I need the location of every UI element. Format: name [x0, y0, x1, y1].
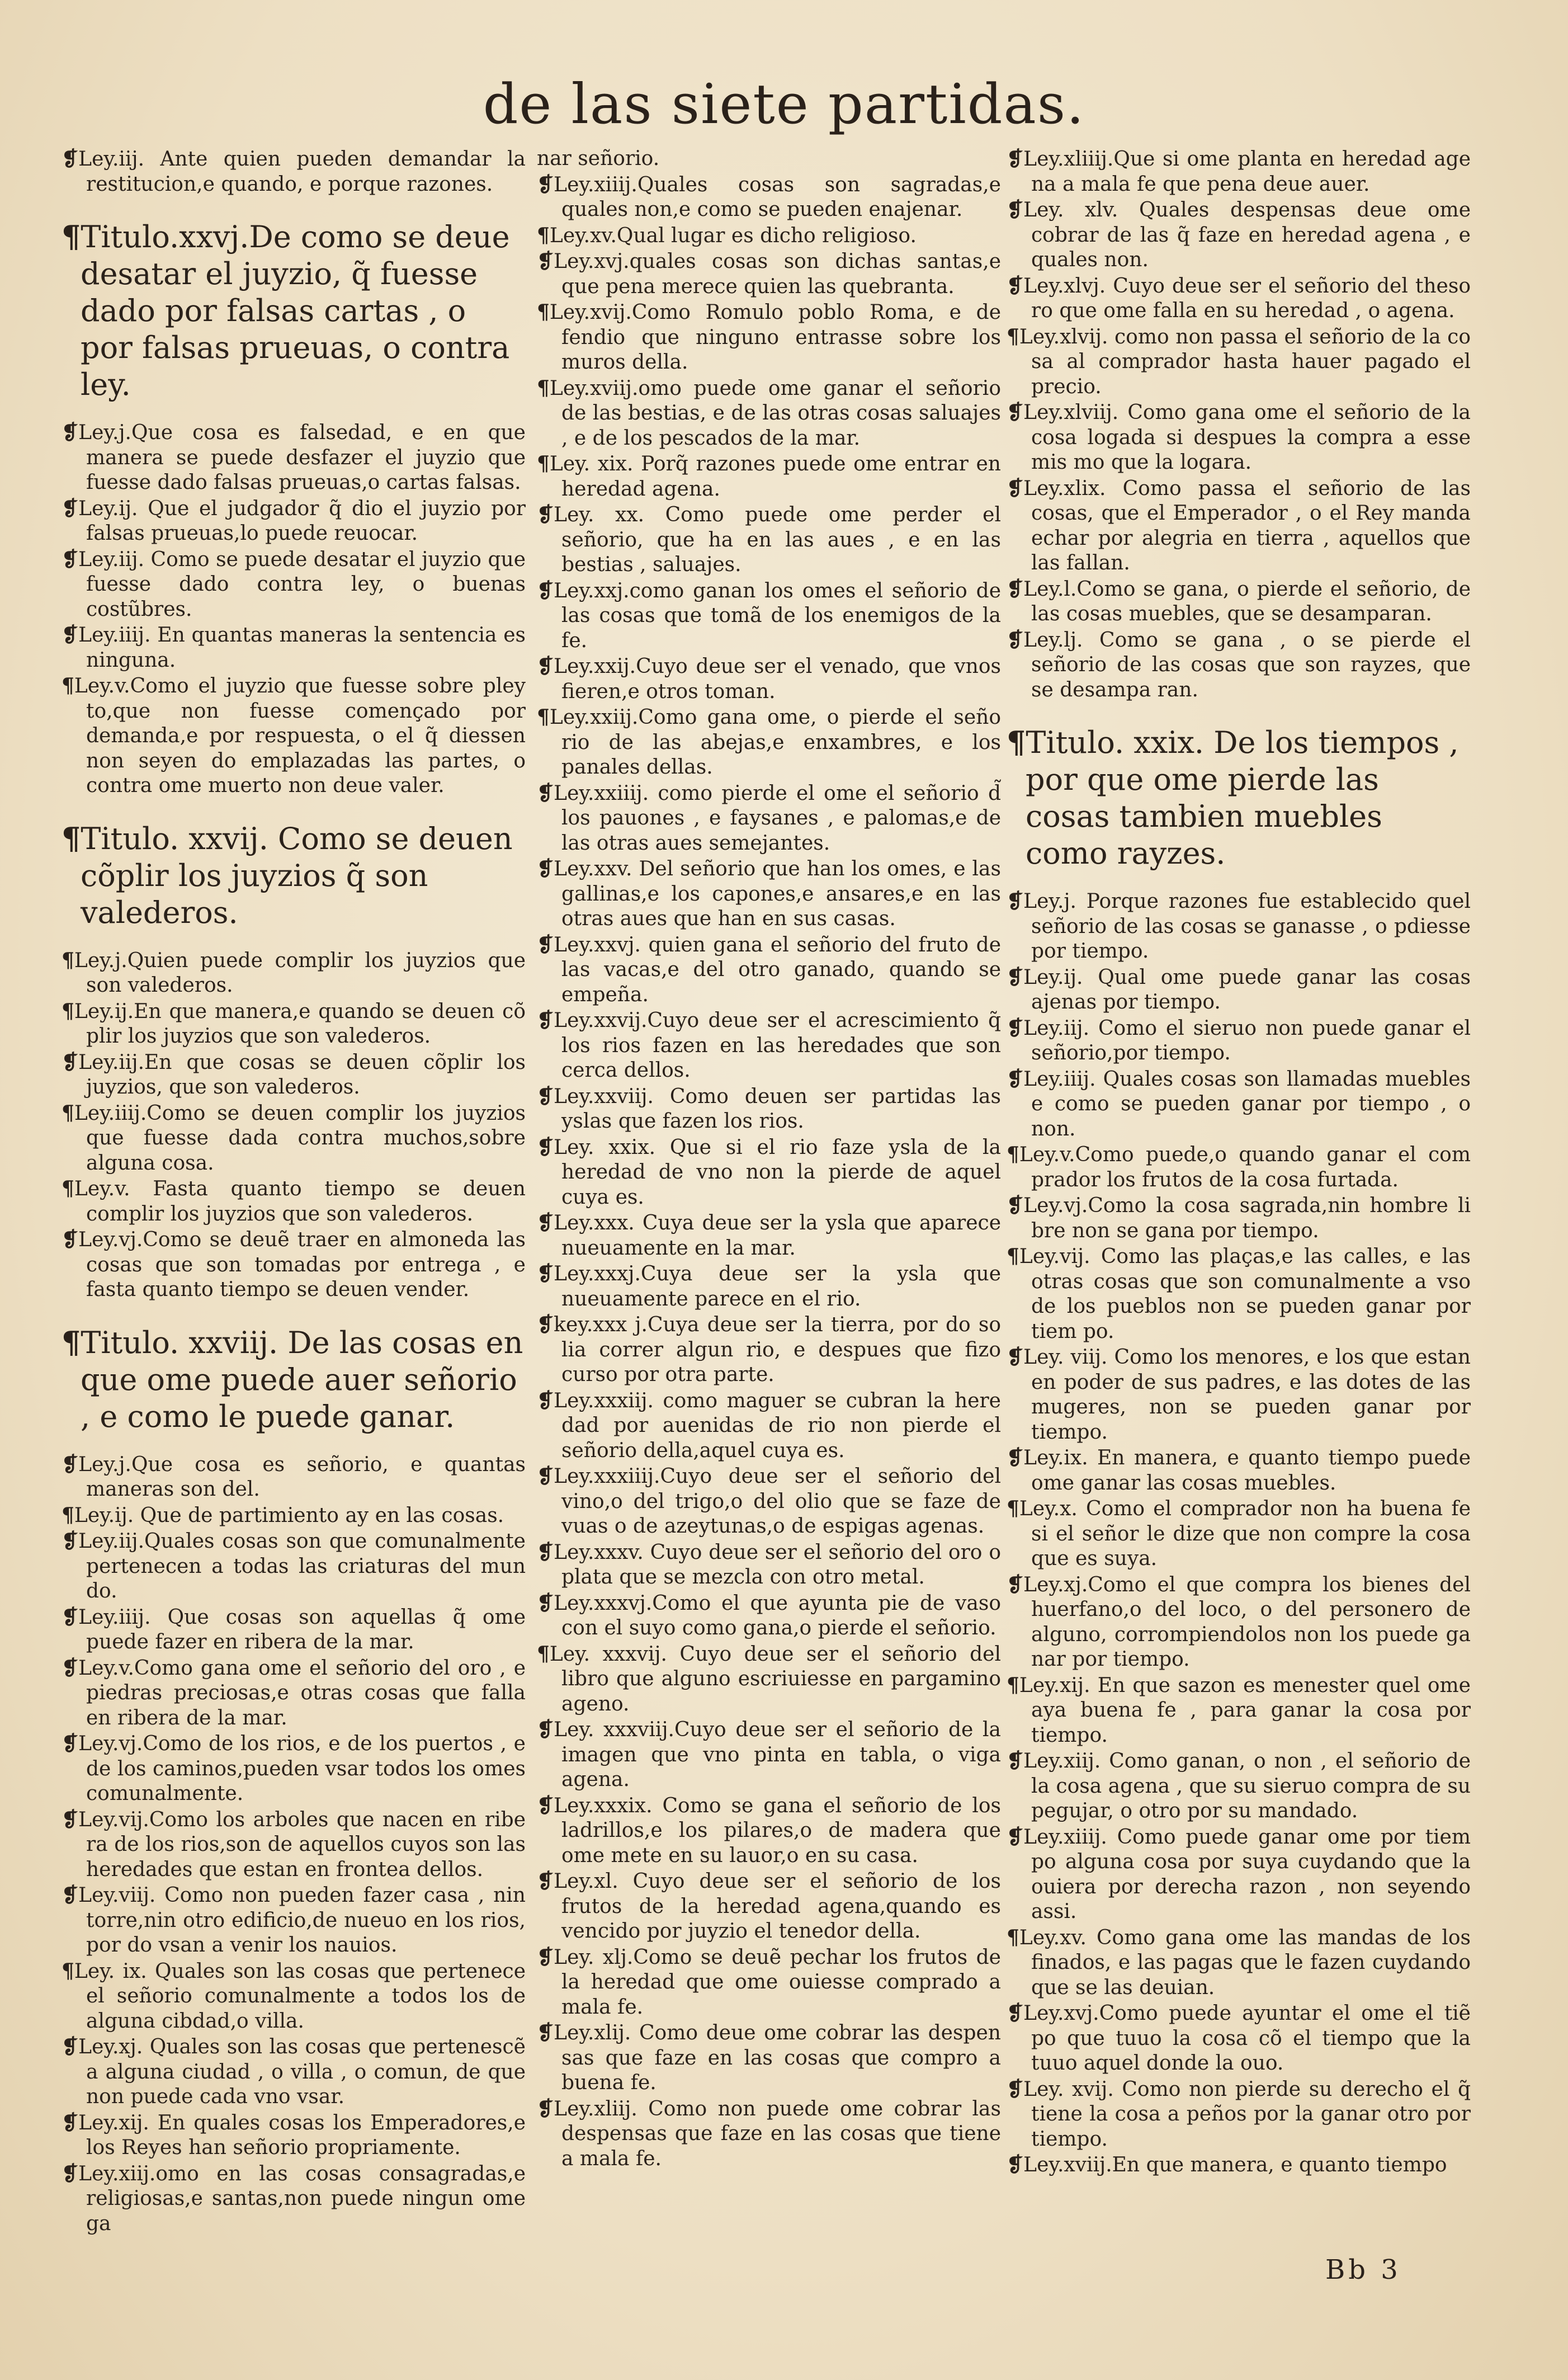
index-entry: [1007, 577, 1471, 627]
entry-text: Ley.xij. En quales cosas los Emperadores,e los Reyes han señorio propriamente.: [78, 2111, 526, 2159]
entry-text: Ley.iiij.Como se deuen complir los juyzios que fuesse dada contra muchos,sobre alguna cosa.: [74, 1101, 526, 1175]
index-entry: [62, 1959, 526, 2034]
entry-text: Ley.xvj.quales cosas son dichas santas,e que pena merece quien las quebranta.: [554, 250, 1001, 298]
pilcrow-mark: ❡: [537, 1211, 554, 1234]
entry-text: Ley. xix. Porq̃ razones puede ome entrar en heredad agena.: [549, 453, 1001, 501]
entry-text: Ley.xij. En que sazon es menester quel ome aya buena fe , para ganar la cosa por tiempo.: [1019, 1674, 1471, 1747]
entry-text: Ley.iij.Quales cosas son que comunalmente pertenecen a todas las criaturas del mun do.: [78, 1530, 526, 1603]
entry-text: Ley.xlvij. como non passa el señorio de la co sa al comprador hasta hauer pagado el precio.: [1019, 325, 1471, 398]
index-entry: [1007, 965, 1471, 1015]
index-entry: [537, 654, 1001, 704]
pilcrow-mark: ¶: [62, 1324, 81, 1360]
index-entry: [537, 1008, 1001, 1083]
pilcrow-mark: ❡: [537, 1718, 554, 1741]
entry-text: Ley.iiij. Que cosas son aquellas q̃ ome puede fazer en ribera de la mar.: [78, 1605, 526, 1653]
entry-text: Ley.j.Que cosa es falsedad, e en que manera se puede desfazer el juyzio que fuesse dado falsas prueuas,o cartas falsas.: [78, 421, 526, 494]
entry-text: Ley.vij.Como los arboles que nacen en ribe ra de los rios,son de aquellos cuyos son las heredades que estan en frontea dellos.: [78, 1808, 526, 1881]
index-entry: [62, 1529, 526, 1604]
index-entry: [537, 172, 1001, 223]
index-entry: [1007, 2001, 1471, 2076]
entry-text: Ley.xxiij.Como gana ome, o pierde el seño rio de las abejas,e enxambres, e los panales dellas.: [549, 706, 1001, 779]
entry-text: Ley.iij. Como se puede desatar el juyzio que fuesse dado contra ley, o buenas costũbres.: [78, 548, 526, 621]
entry-text: Ley.ix. En manera, e quanto tiempo puede ome ganar las cosas muebles.: [1023, 1446, 1471, 1495]
entry-text: Ley.xiij. Como ganan, o non , el señorio de la cosa agena , que su sieruo compra de su pegujar, o otro por su mandado.: [1023, 1750, 1471, 1822]
index-entry: [537, 2096, 1001, 2172]
entry-text: Ley.lj. Como se gana , o se pierde el señorio de las cosas que son rayzes, que se desampa ran.: [1023, 628, 1471, 701]
pilcrow-mark: ❡: [62, 1050, 79, 1074]
entry-text: Ley.xxxv. Cuyo deue ser el señorio del oro o plata que se mezcla con otro metal.: [554, 1540, 1001, 1589]
running-title: de las siete partidas.: [483, 73, 1085, 136]
pilcrow-mark: ❡: [1007, 400, 1024, 424]
pilcrow-mark: ¶: [1007, 1925, 1019, 1949]
entry-text: nar señorio.: [537, 147, 660, 170]
entry-text: Ley.xxij.Cuyo deue ser el venado, que vnos fieren,e otros toman.: [554, 655, 1001, 703]
entry-text: Ley.xv.Qual lugar es dicho religioso.: [549, 224, 917, 247]
section-title: [62, 820, 526, 931]
column-3: [1007, 147, 1471, 2179]
entry-text: Ley. xxxvij. Cuyo deue ser el señorio del libro que alguno escriuiesse en pargamino ageno.: [549, 1642, 1001, 1716]
pilcrow-mark: ❡: [1007, 2153, 1024, 2176]
entry-text: Ley.vij. Como las plaças,e las calles, e las otras cosas que son comunalmente a vso de los pueblos non se pueden ganar por tiem po.: [1019, 1245, 1471, 1343]
pilcrow-mark: ¶: [537, 1642, 550, 1666]
index-entry: [62, 1807, 526, 1883]
index-entry: [537, 1869, 1001, 1944]
index-entry: [62, 1503, 526, 1529]
entry-text: Ley.xxiiij. como pierde el ome el señorio d̃ los pauones , e faysanes , e palomas,e de las otras aues semejantes.: [554, 781, 1001, 855]
pilcrow-mark: ❡: [62, 2161, 79, 2185]
pilcrow-mark: ¶: [537, 223, 550, 247]
index-entry: [62, 673, 526, 799]
entry-text: Ley.v.Como puede,o quando ganar el com prador los frutos de la cosa furtada.: [1019, 1143, 1471, 1191]
pilcrow-mark: ❡: [537, 1591, 554, 1615]
pilcrow-mark: ❡: [537, 249, 554, 273]
pilcrow-mark: ❡: [62, 2110, 79, 2134]
pilcrow-mark: ¶: [1007, 1143, 1019, 1166]
index-entry: [62, 1605, 526, 1655]
index-entry: [1007, 2077, 1471, 2152]
section-title: [1007, 724, 1471, 872]
pilcrow-mark: ¶: [1007, 1245, 1019, 1268]
index-entry: [537, 300, 1001, 375]
pilcrow-mark: ❡: [537, 654, 554, 678]
entry-text: Ley.xvj.Como puede ayuntar el ome el tiẽ po que tuuo la cosa cõ el tiempo que la tuuo aquel donde la ouo.: [1023, 2002, 1471, 2075]
entry-text: Ley.iij. Como el sieruo non puede ganar el señorio,por tiempo.: [1023, 1016, 1471, 1064]
pilcrow-mark: ❡: [537, 1793, 554, 1817]
section-title-text: Titulo. xxvij. Como se deuen cõplir los juyzios q̃ son valederos.: [81, 821, 513, 930]
index-entry: [1007, 1925, 1471, 2001]
index-entry: [1007, 1673, 1471, 1749]
index-entry: [1007, 147, 1471, 197]
index-entry: [537, 781, 1001, 856]
entry-text: Ley.xxvj. quien gana el señorio del fruto de las vacas,e del otro ganado, quando se empeña.: [554, 933, 1001, 1006]
index-entry: [537, 578, 1001, 654]
section-title: [62, 1324, 526, 1435]
index-entry: [537, 1540, 1001, 1590]
entry-text: Ley.xliiij.Que si ome planta en heredad age na a mala fe que pena deue auer.: [1023, 148, 1471, 196]
pilcrow-mark: ¶: [62, 674, 74, 697]
pilcrow-mark: ❡: [62, 1452, 79, 1476]
pilcrow-mark: ¶: [1007, 324, 1019, 348]
entry-text: Ley.xxviij. Como deuen ser partidas las yslas que fazen los rios.: [554, 1085, 1001, 1133]
pilcrow-mark: ❡: [62, 1732, 79, 1755]
index-entry: [1007, 1067, 1471, 1142]
pilcrow-mark: ❡: [537, 1464, 554, 1488]
index-entry: [1007, 400, 1471, 475]
section-title: [62, 218, 526, 403]
pilcrow-mark: ❡: [537, 578, 554, 602]
pilcrow-mark: ¶: [62, 820, 81, 856]
pilcrow-mark: ❡: [537, 1008, 554, 1032]
entry-text: Ley.xxxiij. como maguer se cubran la here dad por auenidas de rio non pierde el señorio della,aquel cuya es.: [554, 1389, 1001, 1462]
pilcrow-mark: ¶: [537, 376, 550, 400]
pilcrow-mark: ❡: [537, 1945, 554, 1969]
index-entry: [537, 376, 1001, 451]
entry-text: Ley.xxxix. Como se gana el señorio de los ladrillos,e los pilares,o de madera que ome mete en su lauor,o en su casa.: [554, 1794, 1001, 1867]
pilcrow-mark: ❡: [537, 932, 554, 956]
section-title-text: Titulo.xxvj.De como se deue desatar el juyzio, q̃ fuesse dado por falsas cartas , o por falsas prueuas, o contra ley.: [81, 219, 510, 402]
index-entry: [62, 1731, 526, 1807]
entry-text: key.xxx j.Cuya deue ser la tierra, por do so lia correr algun rio, e despues que fizo curso por otra parte.: [554, 1313, 1001, 1386]
index-entry: [1007, 476, 1471, 576]
index-entry: [537, 1261, 1001, 1312]
pilcrow-mark: ❡: [62, 623, 79, 647]
entry-text: Ley.xlvj. Cuyo deue ser el señorio del theso ro que ome falla en su heredad , o agena.: [1023, 274, 1471, 322]
pilcrow-mark: ❡: [537, 1869, 554, 1893]
pilcrow-mark: ❡: [1007, 1446, 1024, 1469]
index-entry: [537, 1717, 1001, 1793]
index-entry: [1007, 1193, 1471, 1243]
pilcrow-mark: ❡: [537, 503, 554, 526]
index-entry: [1007, 1496, 1471, 1572]
pilcrow-mark: ❡: [62, 547, 79, 571]
pilcrow-mark: ❡: [1007, 1825, 1024, 1849]
pilcrow-mark: ❡: [1007, 1194, 1024, 1217]
entry-text: Ley.xv. Como gana ome las mandas de los finados, e las pagas que le fazen cuydando que se las deuian.: [1019, 1926, 1471, 1999]
index-entry: [537, 1591, 1001, 1641]
pilcrow-mark: ❡: [1007, 198, 1024, 221]
index-entry: [1007, 1445, 1471, 1496]
pilcrow-mark: ❡: [537, 1313, 554, 1336]
entry-text: Ley. viij. Como los menores, e los que estan en poder de sus padres, e las dotes de las mugeres, non se pueden ganar por tiempo.: [1023, 1346, 1471, 1444]
entry-text: Ley.xxxj.Cuya deue ser la ysla que nueuamente parece en el rio.: [554, 1262, 1001, 1311]
index-entry: [62, 2161, 526, 2237]
index-entry: [1007, 1142, 1471, 1193]
index-entry: [62, 1883, 526, 1958]
entry-text: Ley.xvij.Como Romulo poblo Roma, e de fendio que ninguno entrasse sobre los muros della.: [549, 301, 1001, 374]
entry-text: Ley.l.Como se gana, o pierde el señorio, de las cosas muebles, que se desamparan.: [1023, 577, 1471, 625]
pilcrow-mark: ❡: [62, 1656, 79, 1680]
entry-text: Ley.iiij. En quantas maneras la sentencia es ninguna.: [78, 624, 526, 672]
entry-text: Ley. xvij. Como non pierde su derecho el q̃ tiene la cosa a peños por la ganar otro por tiempo.: [1023, 2077, 1471, 2151]
index-entry: [537, 2020, 1001, 2096]
pilcrow-mark: ❡: [1007, 965, 1024, 989]
pilcrow-mark: ¶: [537, 300, 550, 324]
entry-text: Ley.iij. Ante quien pueden demandar la restitucion,e quando, e porque razones.: [78, 148, 526, 196]
index-entry: [1007, 1572, 1471, 1672]
entry-text: Ley.xiiij.Quales cosas son sagradas,e quales non,e como se pueden enajenar.: [554, 173, 1001, 221]
pilcrow-mark: ❡: [537, 1540, 554, 1564]
index-entry: [62, 1656, 526, 1731]
index-entry: [62, 496, 526, 546]
index-entry: [62, 1452, 526, 1502]
index-entry: [537, 1945, 1001, 2020]
index-entry: [1007, 2152, 1471, 2178]
pilcrow-mark: ❡: [1007, 476, 1024, 500]
entry-text: Ley. xxxviij.Cuyo deue ser el señorio de la imagen que vno pinta en tabla, o viga agena.: [554, 1718, 1001, 1791]
pilcrow-mark: ¶: [62, 1503, 74, 1527]
index-entry: [62, 1050, 526, 1100]
index-entry: [1007, 1345, 1471, 1445]
index-entry: [537, 1642, 1001, 1717]
index-entry: [537, 1464, 1001, 1539]
pilcrow-mark: ❡: [62, 1883, 79, 1907]
pilcrow-mark: ❡: [537, 2021, 554, 2044]
section-title-text: Titulo. xxviij. De las cosas en que ome puede auer señorio , e como le puede ganar.: [81, 1325, 523, 1434]
pilcrow-mark: ❡: [1007, 2077, 1024, 2101]
pilcrow-mark: ❡: [1007, 2001, 1024, 2025]
entry-text: Ley.xl. Cuyo deue ser el señorio de los frutos de la heredad agena,quando es vencido por juyzio el tenedor della.: [554, 1870, 1001, 1943]
index-entry: [537, 705, 1001, 780]
pilcrow-mark: ❡: [62, 2035, 79, 2058]
entry-text: Ley.xlij. Como deue ome cobrar las despen sas que faze en las cosas que compro a buena fe.: [554, 2021, 1001, 2094]
pilcrow-mark: ¶: [537, 705, 550, 729]
index-entry: [62, 1227, 526, 1303]
entry-text: Ley.xxxiiij.Cuyo deue ser el señorio del vino,o del trigo,o del olio que se faze de vuas o de azeytunas,o de espigas agenas.: [554, 1465, 1001, 1538]
index-entry: [537, 147, 1001, 172]
entry-text: Ley.v. Fasta quanto tiempo se deuen complir los juyzios que son valederos.: [74, 1177, 526, 1226]
pilcrow-mark: ❡: [62, 147, 79, 171]
entry-text: Ley.v.Como gana ome el señorio del oro , e piedras preciosas,e otras cosas que falla en ribera de la mar.: [78, 1656, 526, 1729]
pilcrow-mark: ❡: [62, 1228, 79, 1251]
entry-text: Ley.ij.En que manera,e quando se deuen cõ plir los juyzios que son valederos.: [74, 1000, 526, 1048]
pilcrow-mark: ❡: [537, 781, 554, 805]
index-entry: [62, 1176, 526, 1227]
index-entry: [1007, 324, 1471, 400]
pilcrow-mark: ❡: [1007, 1572, 1024, 1596]
pilcrow-mark: ❡: [1007, 577, 1024, 601]
entry-text: Ley.viij. Como non pueden fazer casa , nin torre,nin otro edificio,de nueuo en los rios, por do vsan a venir los nauios.: [78, 1884, 526, 1957]
pilcrow-mark: ❡: [1007, 1749, 1024, 1773]
entry-text: Ley.iij.En que cosas se deuen cõplir los juyzios, que son valederos.: [78, 1050, 526, 1099]
pilcrow-mark: ¶: [1007, 1497, 1019, 1520]
entry-text: Ley.xxxvj.Como el que ayunta pie de vaso con el suyo como gana,o pierde el señorio.: [554, 1591, 1001, 1639]
entry-text: Ley.ij. Qual ome puede ganar las cosas ajenas por tiempo.: [1023, 965, 1471, 1014]
entry-text: Ley.xliij. Como non puede ome cobrar las despensas que faze en las cosas que tiene a mala fe.: [554, 2097, 1001, 2170]
entry-text: Ley.iiij. Quales cosas son llamadas muebles e como se pueden ganar por tiempo , o non.: [1023, 1067, 1471, 1140]
pilcrow-mark: ❡: [62, 496, 79, 520]
entry-text: Ley. ix. Quales son las cosas que pertenece el señorio comunalmente a todos los de alguna cibdad,o villa.: [74, 1959, 526, 2033]
index-entry: [537, 1312, 1001, 1388]
index-entry: [537, 1388, 1001, 1464]
entry-text: Ley.vj.Como la cosa sagrada,nin hombre li bre non se gana por tiempo.: [1023, 1194, 1471, 1242]
pilcrow-mark: ¶: [62, 1177, 74, 1200]
index-entry: [1007, 628, 1471, 703]
pilcrow-mark: ❡: [1007, 147, 1024, 171]
entry-text: Ley.xviij.omo puede ome ganar el señorio de las bestias, e de las otras cosas saluajes , e de los pescados de la mar.: [549, 376, 1001, 450]
entry-text: Ley.ij. Que el judgador q̃ dio el juyzio por falsas prueuas,lo puede reuocar.: [78, 497, 526, 545]
entry-text: Ley.v.Como el juyzio que fuesse sobre pley to,que non fuesse començado por demanda,e por respuesta, o el q̃ diessen non seyen do emplazadas las partes, o contra ome muerto non deue valer.: [74, 675, 526, 797]
entry-text: Ley. xxix. Que si el rio faze ysla de la heredad de vno non la pierde de aquel cuya es.: [554, 1135, 1001, 1209]
pilcrow-mark: ❡: [1007, 628, 1024, 652]
index-entry: [537, 1210, 1001, 1261]
index-entry: [62, 547, 526, 623]
index-entry: [62, 147, 526, 197]
index-entry: [537, 223, 1001, 249]
pilcrow-mark: ❡: [62, 1529, 79, 1553]
index-entry: [537, 856, 1001, 932]
index-entry: [537, 1135, 1001, 1210]
pilcrow-mark: ¶: [1007, 724, 1026, 760]
index-entry: [62, 2110, 526, 2161]
entry-text: Ley. xx. Como puede ome perder el señorio, que ha en las aues , e en las bestias , saluajes.: [554, 503, 1001, 576]
pilcrow-mark: ❡: [1007, 1345, 1024, 1369]
section-title-text: Titulo. xxix. De los tiempos , por que ome pierde las cosas tambien muebles como rayzes.: [1026, 725, 1459, 871]
index-entry: [1007, 197, 1471, 273]
pilcrow-mark: ❡: [62, 1807, 79, 1831]
index-entry: [537, 451, 1001, 502]
pilcrow-mark: ❡: [1007, 1067, 1024, 1091]
index-entry: [1007, 1749, 1471, 1824]
index-entry: [1007, 889, 1471, 964]
entry-text: Ley.vj.Como de los rios, e de los puertos , e de los caminos,pueden vsar todos los omes comunalmente.: [78, 1732, 526, 1805]
pilcrow-mark: ¶: [62, 1101, 74, 1125]
pilcrow-mark: ❡: [537, 172, 554, 196]
pilcrow-mark: ❡: [62, 1605, 79, 1629]
index-entry: [62, 420, 526, 496]
entry-text: Ley.j.Quien puede complir los juyzios que son valederos.: [74, 949, 526, 997]
pilcrow-mark: ¶: [62, 948, 74, 972]
index-entry: [537, 502, 1001, 578]
entry-text: Ley.xxv. Del señorio que han los omes, e las gallinas,e los capones,e ansares,e en las otras aues que han en sus casas.: [554, 857, 1001, 930]
entry-text: Ley.xiiij. Como puede ganar ome por tiem po alguna cosa por suya cuydando que la ouiera por derecha razon , non seyendo assi.: [1023, 1825, 1471, 1923]
index-entry: [62, 999, 526, 1049]
entry-text: Ley. xlj.Como se deuẽ pechar los frutos de la heredad que ome ouiesse comprado a mala fe.: [554, 1945, 1001, 2019]
index-entry: [1007, 1825, 1471, 1925]
index-entry: [1007, 1016, 1471, 1066]
entry-text: Ley.vj.Como se deuẽ traer en almoneda las cosas que son tomadas por entrega , e fasta quanto tiempo se deuen vender.: [78, 1228, 526, 1301]
pilcrow-mark: ❡: [537, 1388, 554, 1412]
entry-text: Ley.ij. Que de partimiento ay en las cosas.: [74, 1504, 504, 1527]
entry-text: Ley.xj. Quales son las cosas que pertenescẽ a alguna ciudad , o villa , o comun, de que non puede cada vno vsar.: [78, 2035, 526, 2108]
index-entry: [1007, 274, 1471, 324]
index-entry: [62, 2034, 526, 2110]
signature-mark: Bb 3: [1325, 2254, 1401, 2285]
entry-text: Ley.xiij.omo en las cosas consagradas,e religiosas,e santas,non puede ningun ome ga: [78, 2162, 526, 2235]
index-entry: [62, 948, 526, 998]
entry-text: Ley. xlv. Quales despensas deue ome cobrar de las q̃ faze en heredad agena , e quales non.: [1023, 199, 1471, 271]
entry-text: Ley.xj.Como el que compra los bienes del huerfano,o del loco, o del personero de alguno, corrompiendolos non los puede ga nar por tiempo.: [1023, 1573, 1471, 1671]
pilcrow-mark: ¶: [1007, 1673, 1019, 1697]
column-2: [537, 147, 1001, 2172]
index-entry: [62, 623, 526, 673]
pilcrow-mark: ¶: [537, 452, 550, 475]
pilcrow-mark: ❡: [62, 421, 79, 444]
pilcrow-mark: ❡: [537, 1084, 554, 1108]
index-entry: [537, 1084, 1001, 1134]
entry-text: Ley.xlviij. Como gana ome el señorio de la cosa logada si despues la compra a esse mis mo que la logara.: [1023, 401, 1471, 474]
entry-text: Ley.xxvij.Cuyo deue ser el acrescimiento q̃ los rios fazen en las heredades que son cerca dellos.: [554, 1009, 1001, 1082]
entry-text: Ley.xlix. Como passa el señorio de las cosas, que el Emperador , o el Rey manda echar por alegria en tierra , aquellos que las fallan.: [1023, 477, 1471, 574]
index-entry: [537, 249, 1001, 299]
pilcrow-mark: ¶: [62, 999, 74, 1023]
index-entry: [537, 932, 1001, 1008]
entry-text: Ley.j. Porque razones fue establecido quel señorio de las cosas se ganasse , o pdiesse por tiempo.: [1023, 890, 1471, 963]
pilcrow-mark: ❡: [1007, 1016, 1024, 1040]
index-entry: [62, 1101, 526, 1176]
index-entry: [1007, 1244, 1471, 1344]
index-entry: [537, 1793, 1001, 1869]
pilcrow-mark: ❡: [1007, 274, 1024, 298]
pilcrow-mark: ¶: [62, 219, 81, 255]
pilcrow-mark: ¶: [62, 1959, 74, 1983]
entry-text: Ley.xxj.como ganan los omes el señorio de las cosas que tomã de los enemigos de la fe.: [554, 579, 1001, 652]
pilcrow-mark: ❡: [537, 1135, 554, 1159]
pilcrow-mark: ❡: [537, 2096, 554, 2120]
entry-text: Ley.j.Que cosa es señorio, e quantas maneras son del.: [78, 1453, 526, 1501]
pilcrow-mark: ❡: [1007, 889, 1024, 913]
entry-text: Ley.xxx. Cuya deue ser la ysla que aparece nueuamente en la mar.: [554, 1212, 1001, 1260]
entry-text: Ley.x. Como el comprador non ha buena fe si el señor le dize que non compre la cosa que es suya.: [1019, 1497, 1471, 1570]
entry-text: Ley.xviij.En que manera, e quanto tiempo: [1023, 2153, 1447, 2176]
column-1: [62, 147, 526, 2237]
pilcrow-mark: ❡: [537, 857, 554, 880]
pilcrow-mark: ❡: [537, 1262, 554, 1285]
